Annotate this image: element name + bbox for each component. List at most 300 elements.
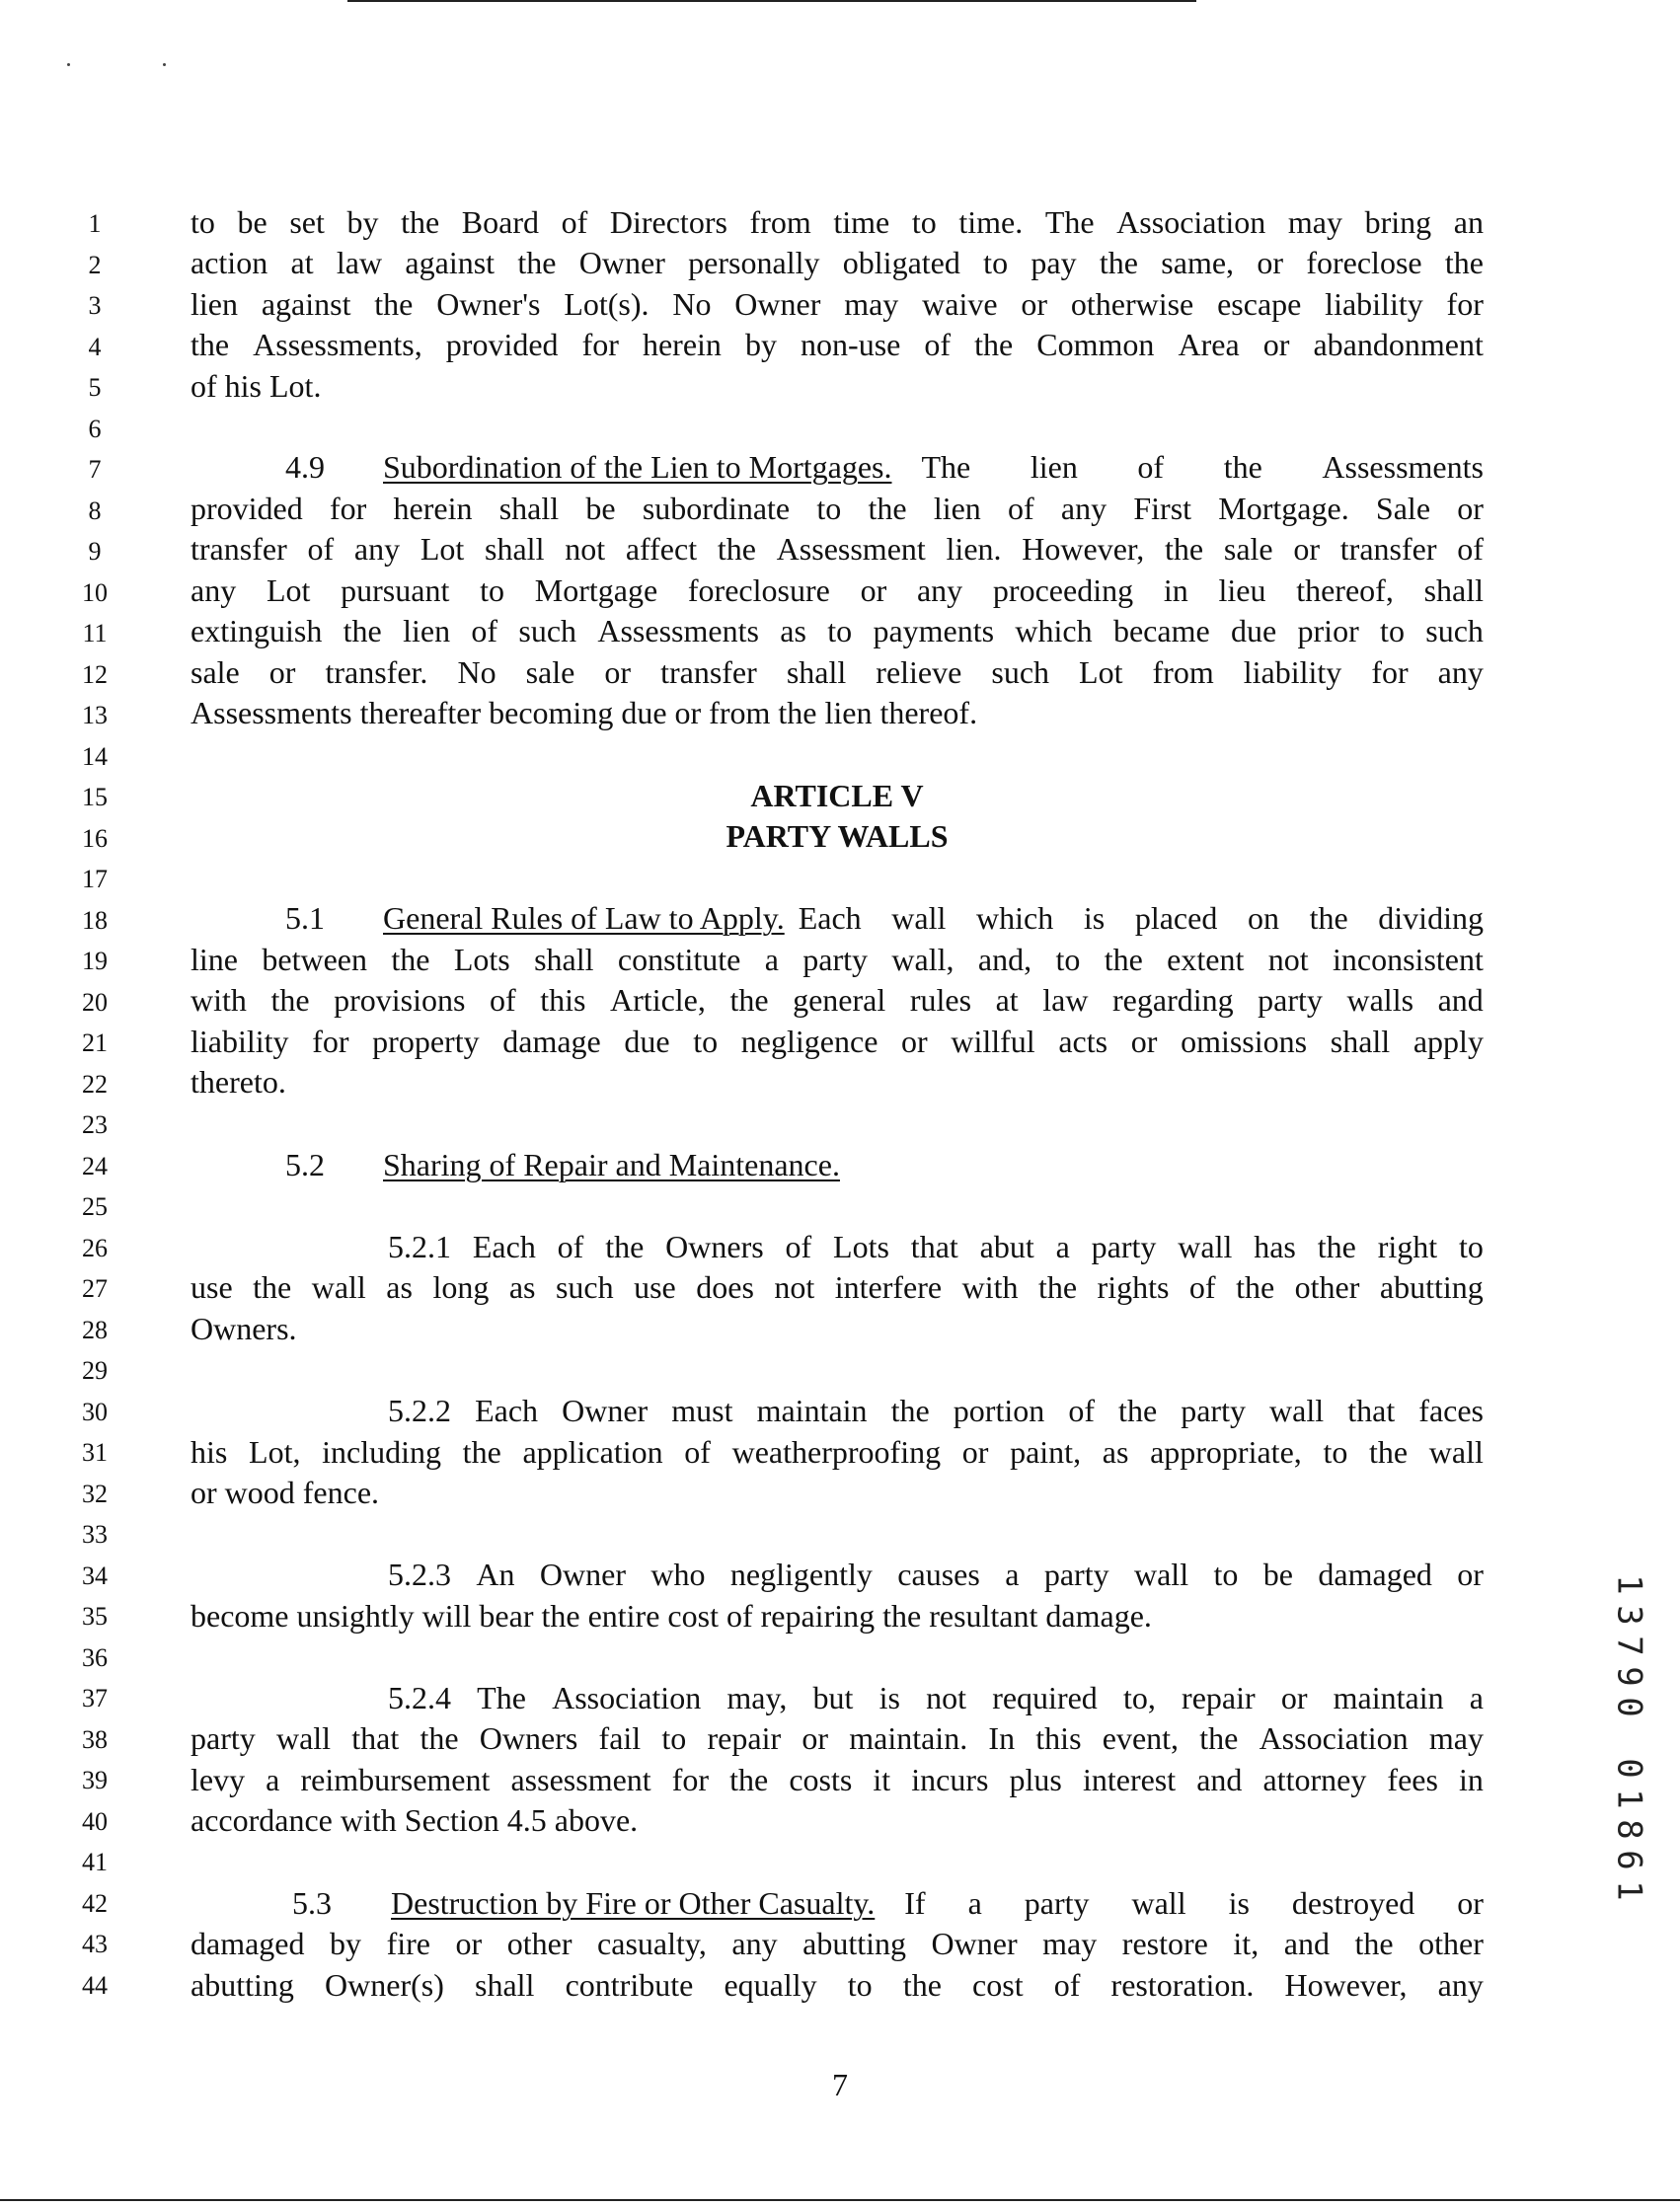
word: provided (445, 327, 559, 362)
word: to (911, 204, 937, 240)
word: or (1457, 491, 1484, 526)
line-number: 14 (82, 741, 108, 771)
line-number: 37 (82, 1684, 108, 1712)
section-title: Destruction by Fire or Other Casualty. (391, 1885, 876, 1921)
text-line (191, 1555, 1484, 1594)
text-line (191, 529, 1484, 569)
word: a (967, 1885, 982, 1921)
word: for (671, 1762, 710, 1797)
word: with (191, 982, 247, 1018)
word: may (844, 286, 899, 322)
section-text (799, 898, 1484, 938)
word: wall (1269, 1393, 1325, 1428)
section-number: 4.9 (285, 449, 325, 485)
word: the (1165, 531, 1204, 567)
line-number: 22 (82, 1069, 108, 1099)
section-text (921, 447, 1484, 487)
word: the (974, 327, 1014, 362)
word: Mortgage (534, 572, 658, 608)
word: or (1262, 327, 1290, 362)
word: the (717, 531, 756, 567)
word: lien (403, 613, 451, 648)
word: Association (552, 1680, 702, 1715)
word: However, (1022, 531, 1145, 567)
word: abutting (191, 1967, 294, 2003)
word: in (1163, 572, 1188, 608)
word: set (289, 204, 325, 240)
word: relieve (876, 654, 962, 690)
text-line (191, 1391, 1484, 1430)
word: of (1137, 449, 1165, 485)
word: or (802, 1720, 828, 1756)
word: party (1043, 1557, 1109, 1592)
word: placed (1134, 900, 1218, 936)
word: the (1444, 245, 1484, 280)
stamp-digit: 9 (1609, 1666, 1649, 1687)
word: of (924, 327, 952, 362)
word: but (812, 1680, 854, 1715)
word: lien (191, 286, 238, 322)
word: the (1317, 1229, 1356, 1264)
line-number: 26 (82, 1233, 108, 1262)
word: on (1247, 900, 1279, 936)
line-number: 43 (82, 1930, 108, 1958)
word: in (1459, 1762, 1484, 1797)
word: any (1437, 654, 1484, 690)
word: may (1287, 204, 1342, 240)
word: not (926, 1680, 967, 1715)
word: otherwise (1070, 286, 1194, 322)
line-number: 20 (82, 987, 108, 1017)
word: the (1236, 1269, 1275, 1305)
word: wall (891, 900, 947, 936)
word: and (1437, 982, 1484, 1018)
word: any (731, 1926, 778, 1961)
word: If (904, 1885, 926, 1921)
stamp-digit: 1 (1609, 1880, 1649, 1901)
word: the (420, 1720, 459, 1756)
word: foreclosure (687, 572, 830, 608)
word: lien. (946, 531, 1002, 567)
word: wall (1131, 1885, 1186, 1921)
word: became (1112, 613, 1210, 648)
text-line: or wood fence. (191, 1475, 380, 1510)
word: omissions (1181, 1024, 1308, 1059)
word: time. (958, 204, 1024, 240)
text-line (191, 1924, 1484, 1963)
word: an (1453, 204, 1484, 240)
word: regarding (1112, 982, 1234, 1018)
word: liability (191, 1024, 289, 1059)
text-line (191, 1267, 1484, 1307)
word: In (988, 1720, 1016, 1756)
word: the (517, 245, 557, 280)
word: abut (979, 1229, 1034, 1264)
word: from (1152, 654, 1214, 690)
word: as (780, 613, 806, 648)
word: costs (789, 1762, 853, 1797)
word: property (372, 1024, 480, 1059)
article-number: ARTICLE V (750, 778, 924, 813)
word: who (650, 1557, 706, 1592)
word: any (191, 572, 237, 608)
word: any (916, 572, 963, 608)
word: to (847, 1967, 873, 2003)
word: party (802, 942, 869, 977)
word: restoration. (1110, 1967, 1255, 2003)
word: as (508, 1269, 536, 1305)
word: liability (1325, 286, 1423, 322)
word: Assessments (1322, 449, 1484, 485)
line-number: 42 (82, 1888, 108, 1918)
word: that (910, 1229, 958, 1264)
word: not (774, 1269, 815, 1305)
line-number: 35 (82, 1602, 108, 1631)
word: has (1254, 1229, 1296, 1264)
word: appropriate, (1150, 1434, 1302, 1470)
word: of (785, 1229, 812, 1264)
line-number: 15 (82, 783, 108, 811)
word: as (386, 1269, 413, 1305)
word: the (1037, 1269, 1078, 1305)
word: casualty, (597, 1926, 707, 1961)
word: the (1199, 1720, 1239, 1756)
word: 5.2.1 (388, 1229, 451, 1264)
word: line (191, 942, 238, 977)
word: waive (922, 286, 998, 322)
word: of (1053, 1967, 1081, 2003)
word: for (1446, 286, 1484, 322)
word: extent (1167, 942, 1245, 977)
line-number: 23 (82, 1110, 108, 1139)
word: party (1024, 1885, 1090, 1921)
word: Owner's (436, 286, 541, 322)
word: such (991, 654, 1050, 690)
word: general (793, 982, 886, 1018)
word: action (191, 245, 268, 280)
word: between (262, 942, 367, 977)
word: or (1257, 245, 1284, 280)
word: such (555, 1269, 614, 1305)
recording-number-stamp (1594, 1569, 1663, 1906)
stamp-digit (1613, 1727, 1643, 1747)
word: and (1283, 1926, 1330, 1961)
text-line: become unsightly will bear the entire cost of repairing the resultant damage. (191, 1598, 1152, 1634)
section-number: 5.1 (285, 900, 325, 936)
word: shall (1330, 1024, 1391, 1059)
section-number: 5.2 (285, 1147, 325, 1182)
word: or (604, 654, 632, 690)
line-number: 16 (82, 823, 108, 853)
word: incurs (911, 1762, 989, 1797)
word: constitute (617, 942, 741, 977)
word: his (191, 1434, 228, 1470)
word: including (322, 1434, 441, 1470)
word: shall (498, 491, 560, 526)
word: to (1055, 942, 1081, 977)
word: or (901, 1024, 928, 1059)
line-number: 13 (82, 701, 108, 729)
word: destroyed (1291, 1885, 1415, 1921)
word: for (1371, 654, 1409, 690)
word: other (1418, 1926, 1484, 1961)
word: to (661, 1720, 687, 1756)
word: the (729, 1762, 769, 1797)
word: repair (1182, 1680, 1256, 1715)
word: other (1294, 1269, 1360, 1305)
word: or (1021, 286, 1048, 322)
word: the (374, 286, 414, 322)
word: application (522, 1434, 663, 1470)
word: and, (977, 942, 1032, 977)
line-number: 34 (82, 1560, 108, 1590)
word: Owner (734, 286, 821, 322)
section-title: Sharing of Repair and Maintenance. (383, 1147, 840, 1182)
word: party (1181, 1393, 1246, 1428)
word: lieu (1218, 572, 1266, 608)
stamp-digit: 6 (1609, 1850, 1649, 1870)
word: law (336, 245, 383, 280)
word: for (329, 491, 367, 526)
word: sale (525, 654, 575, 690)
word: Association (1259, 1720, 1409, 1756)
word: or (1457, 1557, 1484, 1592)
section-5-1-heading-line (191, 898, 1484, 938)
line-number: 33 (82, 1520, 108, 1549)
word: interfere (834, 1269, 943, 1305)
word: An (476, 1557, 515, 1592)
word: due (624, 1024, 670, 1059)
word: shall (786, 654, 847, 690)
word: provisions (334, 982, 466, 1018)
word: Lot (420, 531, 465, 567)
line-number: 24 (82, 1151, 108, 1180)
text-line (191, 243, 1484, 282)
word: apply (1413, 1024, 1484, 1059)
word: fire (386, 1926, 430, 1961)
word: or (1457, 1885, 1484, 1921)
word: Each (475, 1393, 539, 1428)
word: the (270, 982, 310, 1018)
line-number: 19 (82, 947, 108, 975)
word: plus (1009, 1762, 1062, 1797)
word: sale (191, 654, 240, 690)
word: the (391, 942, 430, 977)
word: Assessment (776, 531, 926, 567)
text-line (191, 571, 1484, 610)
word: to (1458, 1229, 1484, 1264)
word: equally (724, 1967, 817, 2003)
word: thereof, (1296, 572, 1394, 608)
word: foreclose (1306, 245, 1422, 280)
word: negligently (729, 1557, 873, 1592)
page-number: 7 (832, 2067, 848, 2102)
word: shall (475, 1967, 535, 2003)
word: lien (1030, 449, 1078, 485)
word: interest (1082, 1762, 1177, 1797)
word: long (432, 1269, 490, 1305)
word: party (1258, 982, 1323, 1018)
word: transfer. (325, 654, 428, 690)
word: the (1354, 1926, 1394, 1961)
line-number: 28 (82, 1315, 108, 1344)
word: maintain. (849, 1720, 968, 1756)
text-line: Assessments thereafter becoming due or from the lien thereof. (191, 695, 978, 730)
word: prior (1297, 613, 1359, 648)
line-number: 2 (88, 250, 102, 279)
word: a (764, 942, 779, 977)
word: paint, (1010, 1434, 1082, 1470)
word: a (1055, 1229, 1070, 1264)
word: Each (472, 1229, 536, 1264)
word: Area (1178, 327, 1240, 362)
text-line: Owners. (191, 1311, 297, 1346)
word: to (816, 491, 842, 526)
line-number: 38 (82, 1724, 108, 1754)
text-line (191, 1432, 1484, 1472)
line-number: 9 (88, 537, 102, 566)
word: to (1213, 1557, 1239, 1592)
word: Lot(s). (564, 286, 649, 322)
word: of (471, 613, 498, 648)
word: at (995, 982, 1019, 1018)
line-number: 12 (82, 659, 108, 689)
text-line: thereto. (191, 1064, 286, 1100)
scan-speck (67, 63, 70, 66)
word: Each (798, 900, 862, 936)
word: 5.2.3 (388, 1557, 451, 1592)
word: against (261, 286, 351, 322)
word: proceeding (992, 572, 1134, 608)
word: with (961, 1269, 1019, 1305)
word: 5.2.2 (388, 1393, 451, 1428)
word: it, (1233, 1926, 1260, 1961)
word: sale (1223, 531, 1273, 567)
line-number: 27 (82, 1274, 108, 1303)
line-number: 30 (82, 1397, 108, 1426)
word: rules (909, 982, 972, 1018)
word: right (1377, 1229, 1438, 1264)
word: herein (393, 491, 473, 526)
word: 5.2.4 (388, 1680, 451, 1715)
word: of (1008, 491, 1034, 526)
word: of (1457, 531, 1484, 567)
word: attorney (1262, 1762, 1367, 1797)
word: and (1196, 1762, 1243, 1797)
word: shall (485, 531, 545, 567)
text-line (191, 325, 1484, 364)
word: or (1280, 1680, 1308, 1715)
text-line (191, 940, 1484, 979)
word: subordinate (642, 491, 791, 526)
word: Article, (610, 982, 706, 1018)
word: Owner (931, 1926, 1018, 1961)
word: Owner (562, 1393, 649, 1428)
scan-speck (163, 63, 166, 66)
word: The (921, 449, 971, 485)
word: is (1228, 1885, 1250, 1921)
section-4-9-heading-line (191, 447, 1484, 487)
line-number: 29 (82, 1356, 108, 1385)
word: non-use (801, 327, 901, 362)
word: any (1060, 491, 1107, 526)
line-number: 40 (82, 1806, 108, 1836)
word: may (1428, 1720, 1484, 1756)
word: required (992, 1680, 1098, 1715)
word: the (253, 1269, 292, 1305)
section-number: 5.3 (292, 1885, 332, 1921)
word: Association (1116, 204, 1266, 240)
word: or (860, 572, 887, 608)
word: Owner(s) (325, 1967, 444, 2003)
word: abutting (1379, 1269, 1484, 1305)
stamp-digit: 0 (1609, 1697, 1649, 1717)
word: maintain (1333, 1680, 1444, 1715)
line-number: 10 (82, 577, 108, 607)
word: the (729, 982, 769, 1018)
line-number: 3 (88, 291, 102, 320)
word: the (1223, 449, 1262, 485)
word: walls (1346, 982, 1414, 1018)
line-number: 17 (82, 865, 108, 893)
word: extinguish (191, 613, 323, 648)
word: same, (1161, 245, 1235, 280)
line-number: 7 (88, 455, 102, 484)
word: Directors (609, 204, 727, 240)
line-number: 18 (82, 905, 108, 935)
stamp-digit: 0 (1609, 1758, 1649, 1779)
word: or (1293, 531, 1321, 567)
line-number: 31 (82, 1438, 108, 1467)
word: of (561, 204, 588, 240)
word: obligated (842, 245, 960, 280)
section-title: Subordination of the Lien to Mortgages. (383, 449, 892, 485)
word: for (581, 327, 619, 362)
word: the (462, 1434, 501, 1470)
word: fees (1387, 1762, 1438, 1797)
word: be (237, 204, 267, 240)
section-5-3-heading-line (191, 1883, 1484, 1923)
text-line (191, 284, 1484, 324)
word: be (585, 491, 616, 526)
word: is (878, 1680, 900, 1715)
word: wall (275, 1720, 332, 1756)
word: First (1133, 491, 1192, 526)
word: a (1469, 1680, 1484, 1715)
word: that (351, 1720, 400, 1756)
word: to (827, 613, 853, 648)
line-number: 21 (82, 1028, 108, 1057)
word: such (1425, 613, 1484, 648)
word: contribute (565, 1967, 694, 2003)
word: levy (191, 1762, 246, 1797)
word: the (343, 613, 382, 648)
word: law (1042, 982, 1089, 1018)
word: of (684, 1434, 711, 1470)
word: the (890, 1393, 930, 1428)
word: it (873, 1762, 891, 1797)
word: the (1099, 245, 1138, 280)
word: of (307, 531, 335, 567)
word: Lot (1079, 654, 1123, 690)
word: event, (1102, 1720, 1180, 1756)
word: by (744, 327, 777, 362)
word: as (1102, 1434, 1129, 1470)
word: use (191, 1269, 233, 1305)
word: use (634, 1269, 676, 1305)
word: any (353, 531, 401, 567)
word: lien (933, 491, 981, 526)
